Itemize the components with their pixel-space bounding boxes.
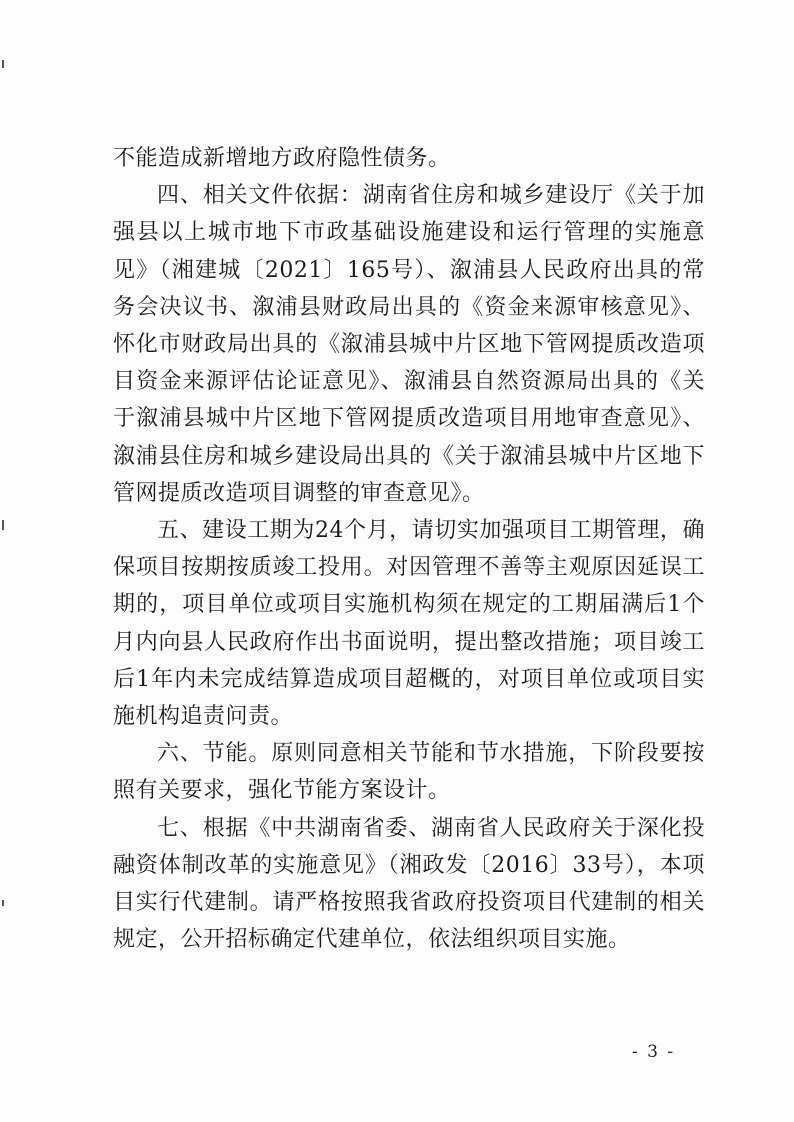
paragraph-section-5: 五、建设工期为24个月，请切实加强项目工期管理，确保项目按期按质竣工投用。对因管理不善等主观原因延误工期的，项目单位或项目实施机构须在规定的工期届满后1个月内向县人民政府作出书面说明，提出整改措施；项目竣工后1年内未完成结算造成项目超概的，对项目单位或项目实施机构追责问责。 (113, 518, 705, 730)
paragraph-continuation: 不能造成新增地方政府隐性债务。 (113, 146, 451, 171)
document-body (113, 140, 705, 958)
paragraph-section-4: 四、相关文件依据：湖南省住房和城乡建设厅《关于加强县以上城市地下市政基础设施建设和运行管理的实施意见》（湘建城〔2021〕165号）、溆浦县人民政府出具的常务会决议书、溆浦县财政局出具的《资金来源审核意见》、怀化市财政局出具的《溆浦县城中片区地下管网提质改造项目资金来源评估论证意见》、溆浦县自然资源局出具的《关于溆浦县城中片区地下管网提质改造项目用地审查意见》、溆浦县住房和城乡建设局出具的《关于溆浦县城中片区地下管网提质改造项目调整的审查意见》。 (113, 183, 705, 506)
paragraph-section-7: 七、根据《中共湖南省委、湖南省人民政府关于深化投融资体制改革的实施意见》（湘政发〔2016〕33号），本项目实行代建制。请严格按照我省政府投资项目代建制的相关规定，公开招标确定代建单位，依法组织项目实施。 (113, 815, 705, 953)
scan-edge-mark (2, 900, 4, 906)
paragraph-section-6: 六、节能。原则同意相关节能和节水措施，下阶段要按照有关要求，强化节能方案设计。 (113, 741, 705, 804)
scan-edge-mark (2, 60, 4, 68)
scan-edge-mark (2, 520, 4, 530)
page-number: - 3 - (632, 1042, 676, 1062)
